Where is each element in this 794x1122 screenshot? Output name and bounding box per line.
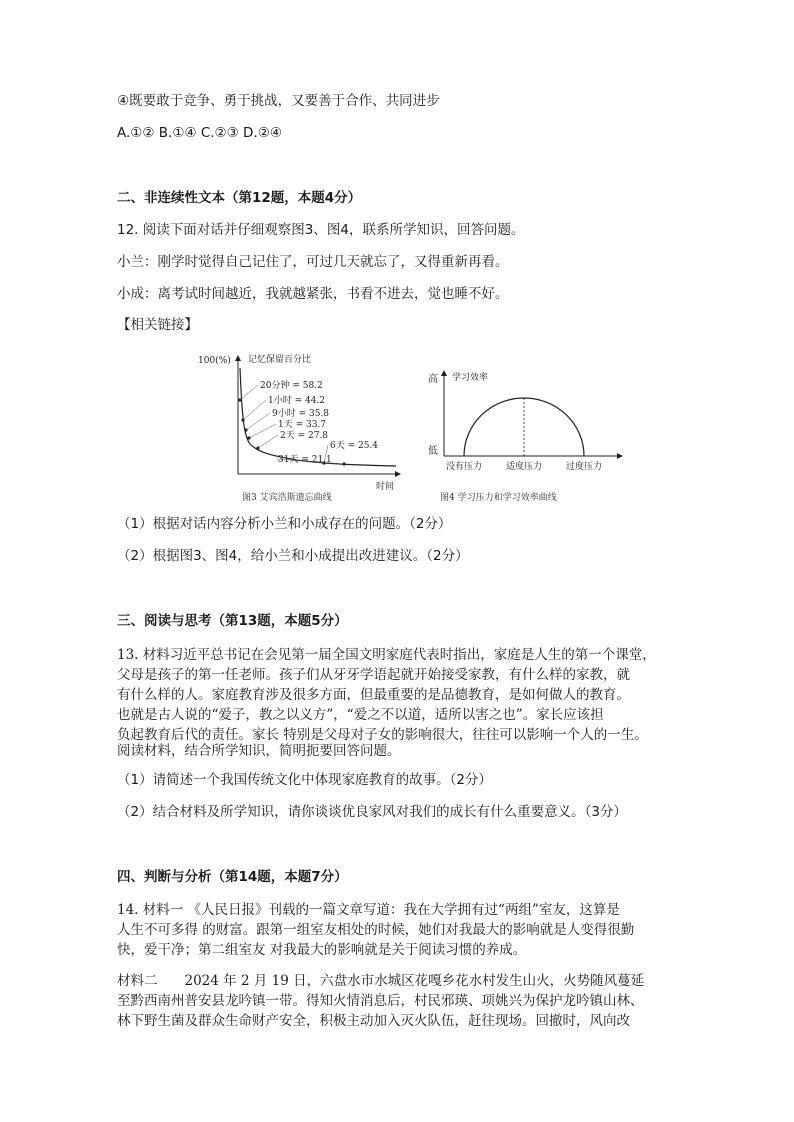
- q14-m2-line-3: 林下野生菌及群众生命财产安全，积极主动加入灭火队伍，赶往现场。回撤时，风向改: [117, 1013, 630, 1029]
- q13-line-5: 负起教育后代的责任。家长 特别是父母对子女的影响很大，往往可以影响一个人的一生。: [117, 727, 648, 743]
- q13-line-2: 父母是孩子的第一任老师。孩子们从牙牙学语起就开始接受家教，有什么样的家教，就: [117, 667, 630, 683]
- q13-line-6: 阅读材料，结合所学知识，简明扼要回答问题。: [117, 743, 401, 759]
- leader-line-3: [246, 413, 270, 430]
- leader-line-2: [243, 400, 266, 420]
- q14-m1-line-3: 快，爱干净；第二组室友 对我最大的影响就是关于阅读习惯的养成。: [117, 942, 527, 958]
- q12-stem: 12. 阅读下面对话并仔细观察图3、图4，联系所学知识，回答问题。: [117, 222, 525, 238]
- y-label-low: 低: [428, 446, 438, 457]
- q13-line-4: 也就是古人说的“爱子，教之以义方”，“爱之不以道，适所以害之也”。家长应该担: [117, 707, 604, 723]
- dialog-xiaocheng: 小成：离考试时间越近，我就越紧张，书看不进去，觉也睡不好。: [117, 286, 509, 302]
- x-label-excessive-stress: [566, 460, 602, 472]
- q14-m1-line-2: 人生不可多得 的财富。跟第一组室友相处的时候，她们对我最大的影响就是人变得很勤: [117, 922, 635, 938]
- section2-heading: 二、非连续性文本（第12题，本题4分）: [117, 190, 362, 206]
- related-link-label: 【相关链接】: [117, 317, 198, 333]
- q13-sub2: （2）结合材料及所学知识，请你谈谈优良家风对我们的成长有什么重要意义。（3分）: [117, 804, 627, 820]
- leader-line-4: [249, 424, 276, 438]
- section3-heading: 三、阅读与思考（第13题，本题5分）: [117, 613, 348, 629]
- q14-m1-line-1: 14. 材料一 《人民日报》刊载的一篇文章写道：我在大学拥有过“两组”室友，这算是: [117, 902, 620, 918]
- y-label-high: 高: [428, 374, 438, 385]
- q12-sub1: （1）根据对话内容分析小兰和小成存在的问题。（2分）: [117, 516, 452, 532]
- leader-line-1: [240, 385, 258, 400]
- leader-line-5: [258, 435, 278, 448]
- figure-4-stress-efficiency: [424, 368, 624, 504]
- q14-m2-line-2: 至黔西南州普安县龙吟镇一带。得知火情消息后，村民邪瑛、项姚兴为保护龙吟镇山林、: [117, 993, 644, 1009]
- q13-sub1: （1）请简述一个我国传统文化中体现家庭教育的故事。（2分）: [117, 772, 492, 788]
- y-axis-title: 100(%): [198, 356, 231, 366]
- point-label-6: 6天 = 25.4: [330, 441, 379, 451]
- point-label-2: 1小时 = 44.2: [268, 396, 326, 406]
- x-label-moderate-stress-1: 适度压力: [505, 462, 543, 472]
- x-label-moderate-stress: [506, 460, 542, 472]
- dialog-xiaolan: 小兰：刚学时觉得自己记住了，可过几天就忘了，又得重新再看。: [117, 254, 509, 270]
- figure-3-caption: 图3 艾宾浩斯遗忘曲线: [242, 493, 332, 503]
- q14-m2-line-1: 材料二 2024 年 2 月 19 日，六盘水市水城区花嘎乡花水村发生山火，火势随风蔓延: [117, 973, 645, 989]
- figure-3-forgetting-curve: [196, 348, 412, 504]
- figure-4-caption: 图4 学习压力和学习效率曲线: [440, 493, 557, 503]
- x-label-no-stress: [446, 460, 482, 472]
- point-label-7: 31天 = 21.1: [278, 455, 332, 465]
- q13-line-3: 有什么样的人。家庭教育涉及很多方面，但最重要的是品德教育，是如何做人的教育。: [117, 687, 630, 703]
- q12-sub2: （2）根据图3、图4，给小兰和小成提出改进建议。（2分）: [117, 548, 469, 564]
- q13-line-1: 13. 材料习近平总书记在会见第一届全国文明家庭代表时指出，家庭是人生的第一个课堂，: [117, 647, 656, 663]
- q11-choices: A.①② B.①④ C.②③ D.②④: [117, 125, 282, 141]
- point-label-1: 20分钟 = 58.2: [260, 381, 323, 391]
- chart-title: 记忆保留百分比: [248, 355, 312, 365]
- y-axis-title: 学习效率: [452, 373, 489, 383]
- q11-option-4: ④既要敢于竞争、勇于挑战，又要善于合作、共同进步: [117, 93, 440, 109]
- x-label-excessive-stress-1: 过度压力: [565, 462, 603, 472]
- x-axis-title: 时间: [376, 482, 395, 492]
- point-label-3: 9小时 = 35.8: [272, 409, 330, 419]
- x-label-no-stress-1: 没有压力: [445, 462, 483, 472]
- point-label-4: 1天 = 33.7: [278, 420, 327, 430]
- section4-heading: 四、判断与分析（第14题，本题7分）: [117, 869, 348, 885]
- point-label-5: 2天 = 27.8: [280, 431, 329, 441]
